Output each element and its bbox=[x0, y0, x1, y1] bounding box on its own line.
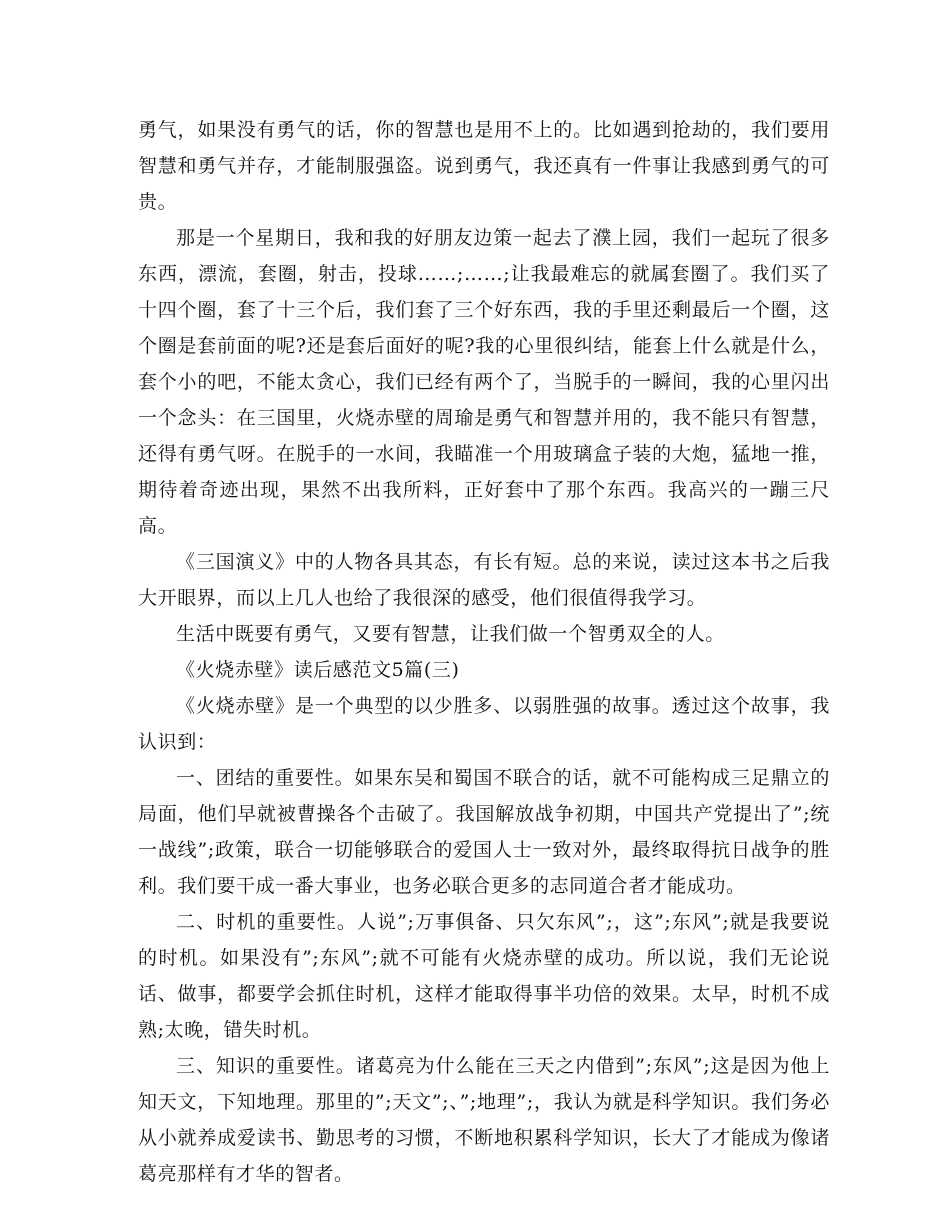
section-heading: 《火烧赤壁》读后感范文5篇(三) bbox=[176, 659, 460, 681]
paragraph-4: 生活中既要有勇气，又要有智慧，让我们做一个智勇双全的人。 bbox=[176, 623, 725, 645]
paragraph-7: 一、团结的重要性。如果东吴和蜀国不联合的话，就不可能构成三足鼎立的局面，他们早就被曹操各个击破了。我国解放战争初期，中国共产党提出了”;统一战线”;政策，联合一切能够联合的爱国人士一致对外，最终取得抗日战争的胜利。我们要干成一番大事业，也务必联合更多的志同道合者才能成功。 bbox=[138, 767, 830, 897]
paragraph-2: 那是一个星期日，我和我的好朋友边策一起去了濮上园，我们一起玩了很多东西，漂流，套圈，射击，投球……;……;让我最难忘的就属套圈了。我们买了十四个圈，套了十三个后，我们套了三个好东西，我的手里还剩最后一个圈，这个圈是套前面的呢?还是套后面好的呢?我的心里很纠结，能套上什么就是什么，套个小的吧，不能太贪心，我们已经有两个了，当脱手的一瞬间，我的心里闪出一个念头：在三国里，火烧赤壁的周瑜是勇气和智慧并用的，我不能只有智慧，还得有勇气呀。在脱手的一水间，我瞄准一个用玻璃盒子装的大炮，猛地一推，期待着奇迹出现，果然不出我所料，正好套中了那个东西。我高兴的一蹦三尺高。 bbox=[138, 227, 830, 537]
paragraph-1: 勇气，如果没有勇气的话，你的智慧也是用不上的。比如遇到抢劫的，我们要用智慧和勇气并存，才能制服强盗。说到勇气，我还真有一件事让我感到勇气的可贵。 bbox=[138, 119, 830, 213]
paragraph-8: 二、时机的重要性。人说”;万事俱备、只欠东风”;，这”;东风”;就是我要说的时机。如果没有”;东风”;就不可能有火烧赤壁的成功。所以说，我们无论说话、做事，都要学会抓住时机，这样才能取得事半功倍的效果。太早，时机不成熟;太晚，错失时机。 bbox=[138, 911, 830, 1041]
paragraph-6: 《火烧赤壁》是一个典型的以少胜多、以弱胜强的故事。透过这个故事，我认识到： bbox=[138, 695, 830, 753]
paragraph-3: 《三国演义》中的人物各具其态，有长有短。总的来说，读过这本书之后我大开眼界，而以上几人也给了我很深的感受，他们很值得我学习。 bbox=[138, 551, 830, 609]
document-body bbox=[138, 112, 830, 1192]
paragraph-9: 三、知识的重要性。诸葛亮为什么能在三天之内借到”;东风”;这是因为他上知天文，下知地理。那里的”;天文”;、”;地理”;，我认为就是科学知识。我们务必从小就养成爱读书、勤思考的习惯，不断地积累科学知识，长大了才能成为像诸葛亮那样有才华的智者。 bbox=[138, 1055, 830, 1185]
